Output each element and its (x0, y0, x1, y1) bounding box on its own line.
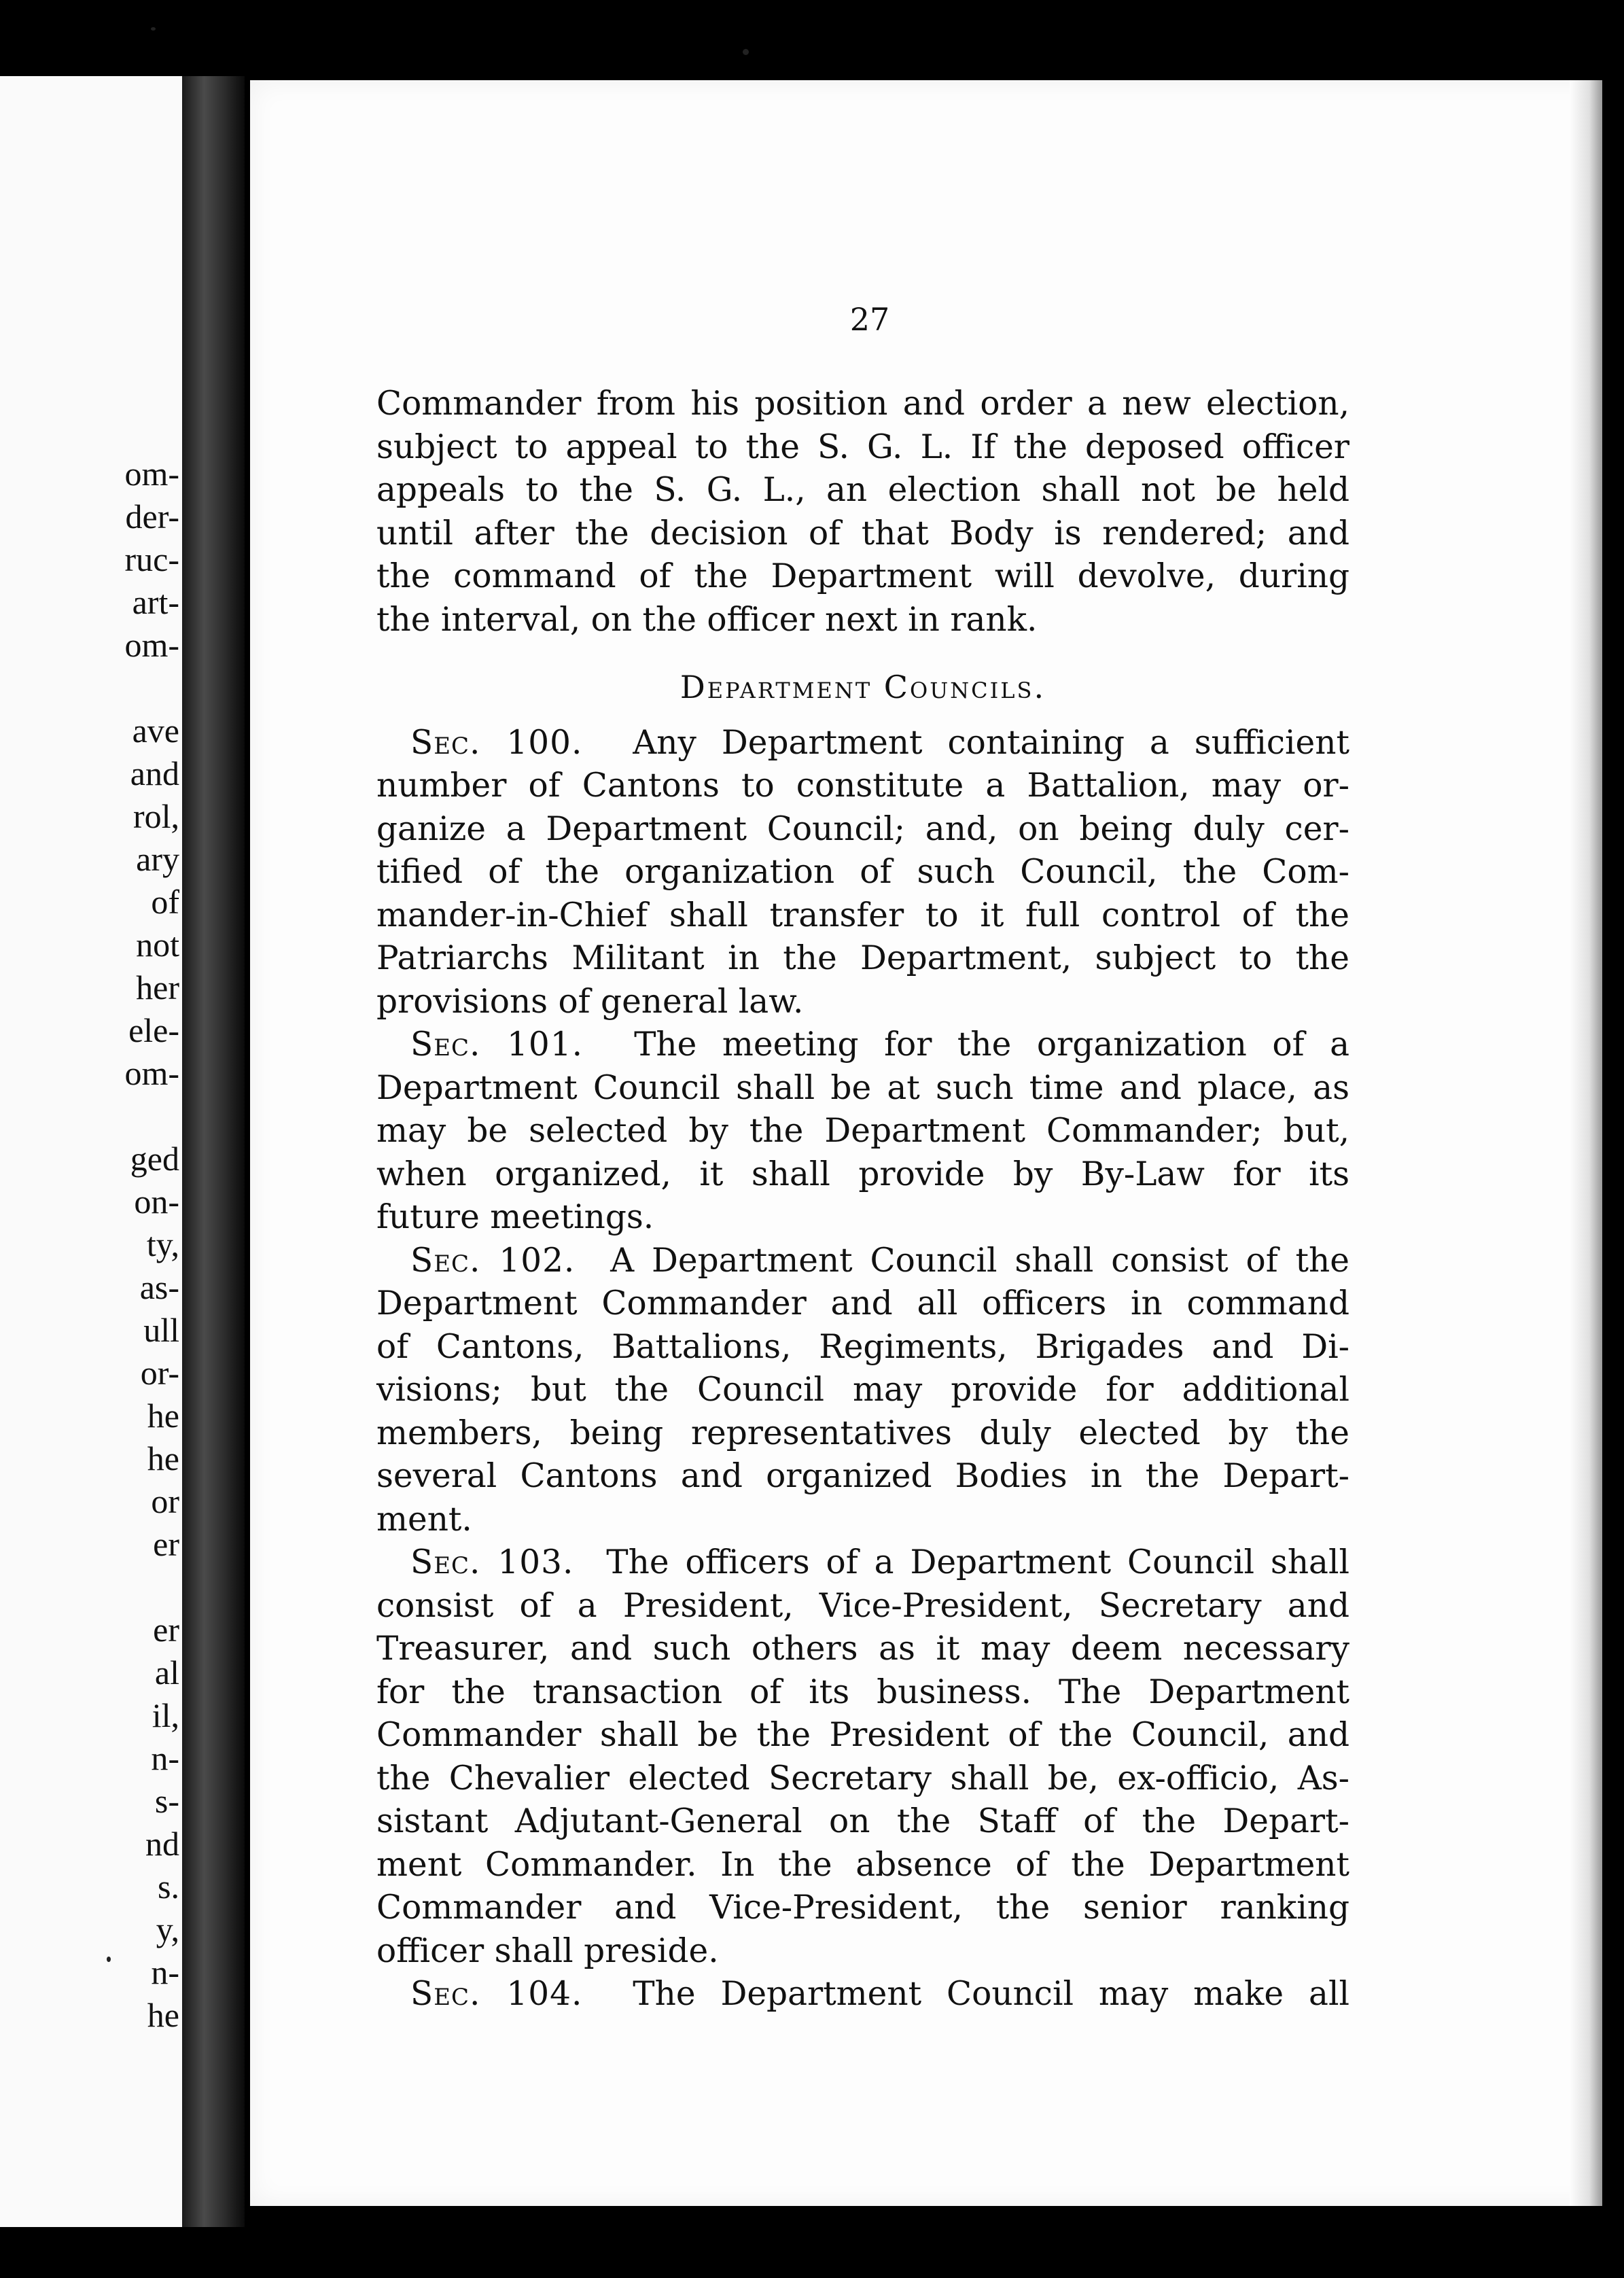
left-fragment: ave (132, 712, 179, 750)
text-line: visions; but the Council may provide for additional (376, 1371, 1349, 1409)
left-fragment: er (153, 1611, 179, 1649)
text-line: the Chevalier elected Secretary shall be, ex-officio, As- (376, 1759, 1349, 1798)
left-fragment: n- (151, 1739, 179, 1777)
text-line: may be selected by the Department Commander; but, (376, 1112, 1349, 1150)
left-fragment: s- (154, 1782, 179, 1820)
scan-speck (743, 49, 749, 55)
text-line: Department Commander and all officers in command (376, 1284, 1349, 1322)
text-line: subject to appeal to the S. G. L. If the deposed officer (376, 427, 1349, 466)
left-fragment: rol, (133, 797, 179, 835)
text-line: the command of the Department will devolve, during (376, 557, 1349, 595)
text-line: provisions of general law. (376, 982, 804, 1021)
left-fragment: and (130, 754, 179, 792)
text-line: Sec. 104. The Department Council may make all (410, 1975, 1349, 2013)
left-fragment: ary (136, 840, 179, 878)
text-line: tified of the organization of such Council, the Com- (376, 853, 1349, 891)
left-fragment: on- (134, 1182, 179, 1221)
section-101 (376, 1023, 1349, 1240)
text-line: consist of a President, Vice-President, Secretary and (376, 1586, 1349, 1625)
text-line: Commander from his position and order a new election, (376, 385, 1349, 423)
text-line: sistant Adjutant-General on the Staff of the Depart- (376, 1802, 1349, 1840)
left-fragment: om- (124, 455, 179, 493)
text-line: ment Commander. In the absence of the Department (376, 1845, 1349, 1884)
section-label: Sec. 102. (410, 1241, 576, 1280)
text-line: appeals to the S. G. L., an election shall not be held (376, 471, 1349, 509)
left-fragment: ged (130, 1140, 179, 1178)
section-label: Sec. 104. (410, 1975, 583, 2013)
text-line: number of Cantons to constitute a Battalion, may or- (376, 767, 1349, 805)
left-fragment: n- (151, 1953, 179, 1991)
text-line: Commander shall be the President of the Council, and (376, 1716, 1349, 1754)
left-fragment: der- (125, 497, 179, 536)
text-line: Commander and Vice-President, the senior ranking (376, 1889, 1349, 1927)
left-fragment: ruc- (124, 540, 179, 578)
left-fragment: he (147, 1439, 179, 1477)
left-fragment: as- (139, 1268, 179, 1306)
left-fragment: or (151, 1482, 179, 1520)
text-line: Department Council shall be at such time and place, as (376, 1068, 1349, 1107)
scan-speck (107, 1957, 111, 1962)
left-fragment: not (136, 926, 179, 964)
text-line: ganize a Department Council; and, on being duly cer- (376, 809, 1349, 848)
left-fragment: art- (132, 583, 179, 621)
text-line: the interval, on the officer next in rank. (376, 600, 1038, 639)
left-fragment: ty, (146, 1225, 179, 1263)
section-label: Sec. 101. (410, 1026, 583, 1064)
page-body (376, 383, 1349, 2016)
left-fragment: nd (145, 1825, 179, 1863)
left-fragment: or- (140, 1354, 179, 1392)
text-line: Sec. 103. The officers of a Department Council shall (410, 1543, 1349, 1581)
section-label: Sec. 100. (410, 723, 583, 762)
left-fragment: al (154, 1653, 179, 1692)
text-line: ment. (376, 1500, 472, 1539)
page-edge-shadow (1570, 80, 1602, 2206)
left-fragment: of (151, 883, 179, 921)
left-fragment: om- (124, 626, 179, 664)
left-fragment: he (147, 1996, 179, 2034)
left-fragment: her (136, 968, 179, 1006)
text-line: until after the decision of that Body is rendered; and (376, 514, 1349, 553)
text-line: future meetings. (376, 1198, 654, 1236)
section-102 (376, 1240, 1349, 1542)
text-line: Sec. 100. Any Department containing a sufficient (410, 723, 1349, 762)
text-line: when organized, it shall provide by By-Law for its (376, 1155, 1349, 1193)
left-fragment: om- (124, 1054, 179, 1092)
text-line: for the transaction of its business. The Department (376, 1672, 1349, 1711)
section-heading: Department Councils. (679, 669, 1046, 705)
text-line: of Cantons, Battalions, Regiments, Brigades and Di- (376, 1327, 1349, 1366)
text-line: officer shall preside. (376, 1931, 719, 1970)
book-gutter (182, 76, 245, 2227)
scan-speck (151, 27, 156, 31)
section-label: Sec. 103. (410, 1543, 574, 1581)
continuation-paragraph (376, 383, 1349, 642)
text-line: several Cantons and organized Bodies in the Depart- (376, 1457, 1349, 1495)
left-fragment: he (147, 1397, 179, 1435)
page-number: 27 (849, 301, 890, 338)
section-100 (376, 722, 1349, 1024)
left-fragment: er (153, 1525, 179, 1563)
left-fragment: s. (158, 1868, 179, 1906)
text-line: Sec. 101. The meeting for the organization of a (410, 1026, 1350, 1064)
text-line: mander-in-Chief shall transfer to it full control of the (376, 896, 1349, 934)
left-fragment: ull (143, 1311, 179, 1349)
text-line: Sec. 102. A Department Council shall consist of the (410, 1241, 1349, 1280)
text-line: members, being representatives duly elected by the (376, 1414, 1349, 1452)
section-104 (376, 1973, 1349, 2016)
left-fragment: il, (152, 1696, 179, 1734)
text-line: Patriarchs Militant in the Department, subject to the (376, 939, 1349, 977)
left-fragment: y, (156, 1910, 179, 1948)
section-103 (376, 1541, 1349, 1973)
left-fragment: ele- (128, 1011, 179, 1049)
previous-page-sliver (0, 76, 182, 2227)
text-line: Treasurer, and such others as it may deem necessary (376, 1630, 1349, 1668)
